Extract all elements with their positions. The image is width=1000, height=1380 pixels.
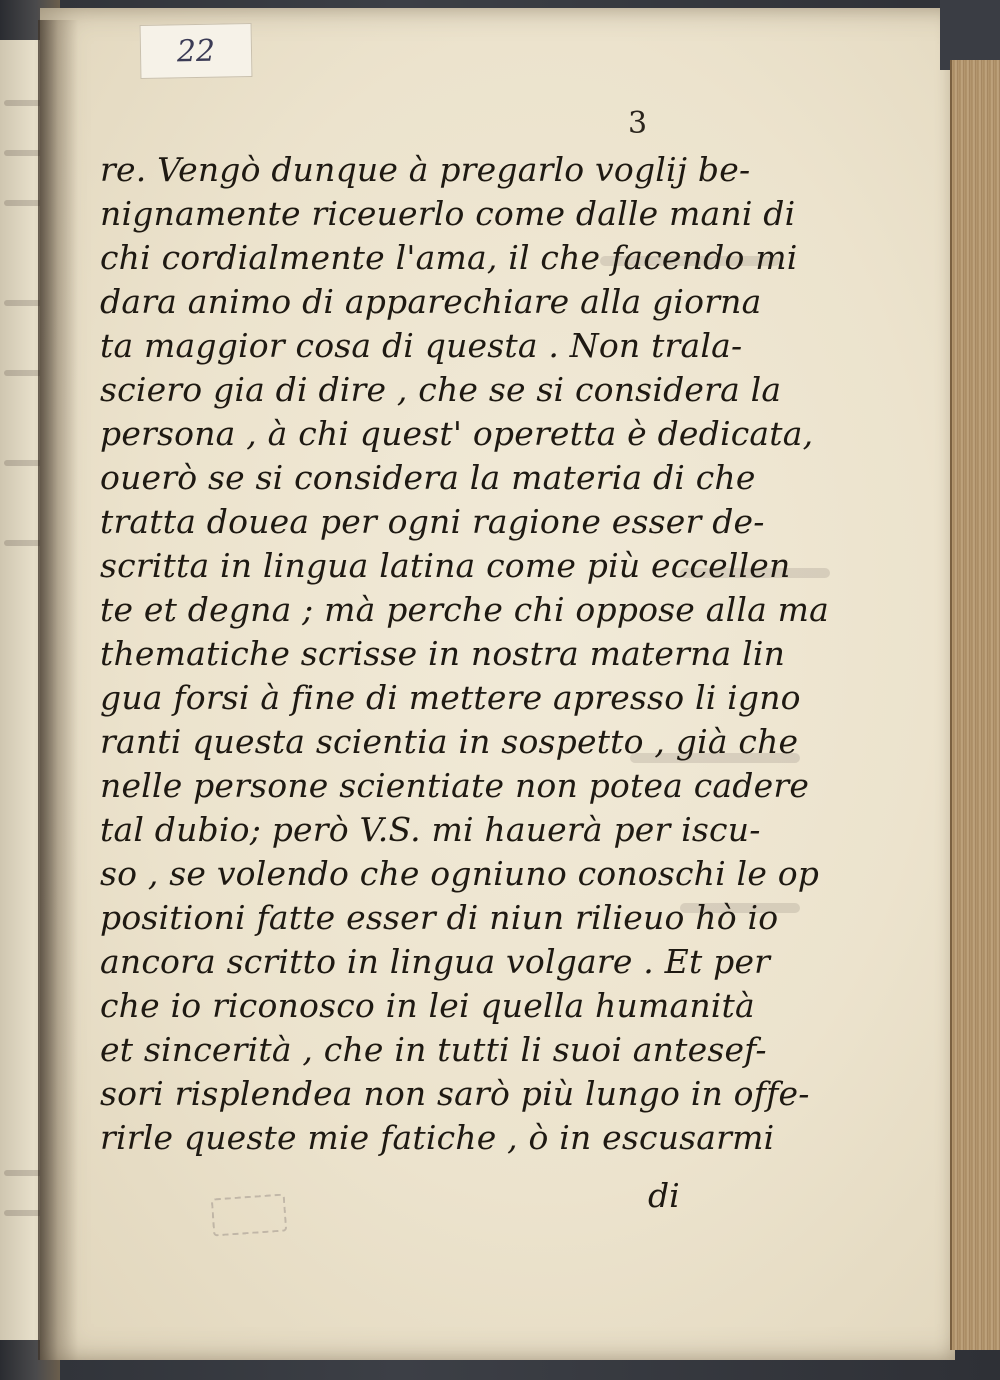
text-line: dara animo di apparechiare alla giorna	[100, 282, 762, 321]
text-line: sciero gia di dire , che se si considera la	[100, 370, 782, 409]
text-line: positioni fatte esser di niun rilieuo hò io	[100, 898, 779, 937]
text-line: thematiche scrisse in nostra materna lin	[100, 634, 786, 673]
text-line: tratta douea per ogni ragione esser de-	[100, 502, 765, 541]
text-line: nignamente riceuerlo come dalle mani di	[100, 194, 796, 233]
catchword: di	[648, 1176, 680, 1215]
text-line: chi cordialmente l'ama, il che facendo mi	[100, 238, 798, 277]
page-number: 3	[628, 106, 648, 141]
text-line: sori risplendea non sarò più lungo in offe-	[100, 1074, 810, 1113]
text-line: ancora scritto in lingua volgare . Et per	[100, 942, 771, 981]
text-line: che io riconosco in lei quella humanità	[100, 986, 755, 1025]
text-line: so , se volendo che ogniuno conoschi le op	[100, 854, 820, 893]
text-line: re. Vengò dunque à pregarlo voglij be-	[100, 150, 751, 189]
text-line: scritta in lingua latina come più eccellen	[100, 546, 791, 585]
text-line: nelle persone scientiate non potea cadere	[100, 766, 810, 805]
text-line: rirle queste mie fatiche , ò in escusarmi	[100, 1118, 775, 1157]
text-line: ouerò se si considera la materia di che	[100, 458, 756, 497]
gutter-shadow	[38, 20, 78, 1360]
fore-edge	[950, 60, 1000, 1350]
shelf-label: 22	[140, 23, 253, 79]
text-line: ranti questa scientia in sospetto , già che	[100, 722, 799, 761]
text-line: et sincerità , che in tutti li suoi antesef-	[100, 1030, 767, 1069]
text-line: gua forsi à fine di mettere apresso li igno	[100, 678, 801, 717]
text-line: tal dubio; però V.S. mi hauerà per iscu-	[100, 810, 761, 849]
text-line: persona , à chi quest' operetta è dedicata,	[100, 414, 814, 453]
text-line: ta maggior cosa di questa . Non trala-	[100, 326, 743, 365]
text-line: te et degna ; mà perche chi oppose alla ma	[100, 590, 830, 629]
faint-stamp-mark	[211, 1193, 287, 1236]
